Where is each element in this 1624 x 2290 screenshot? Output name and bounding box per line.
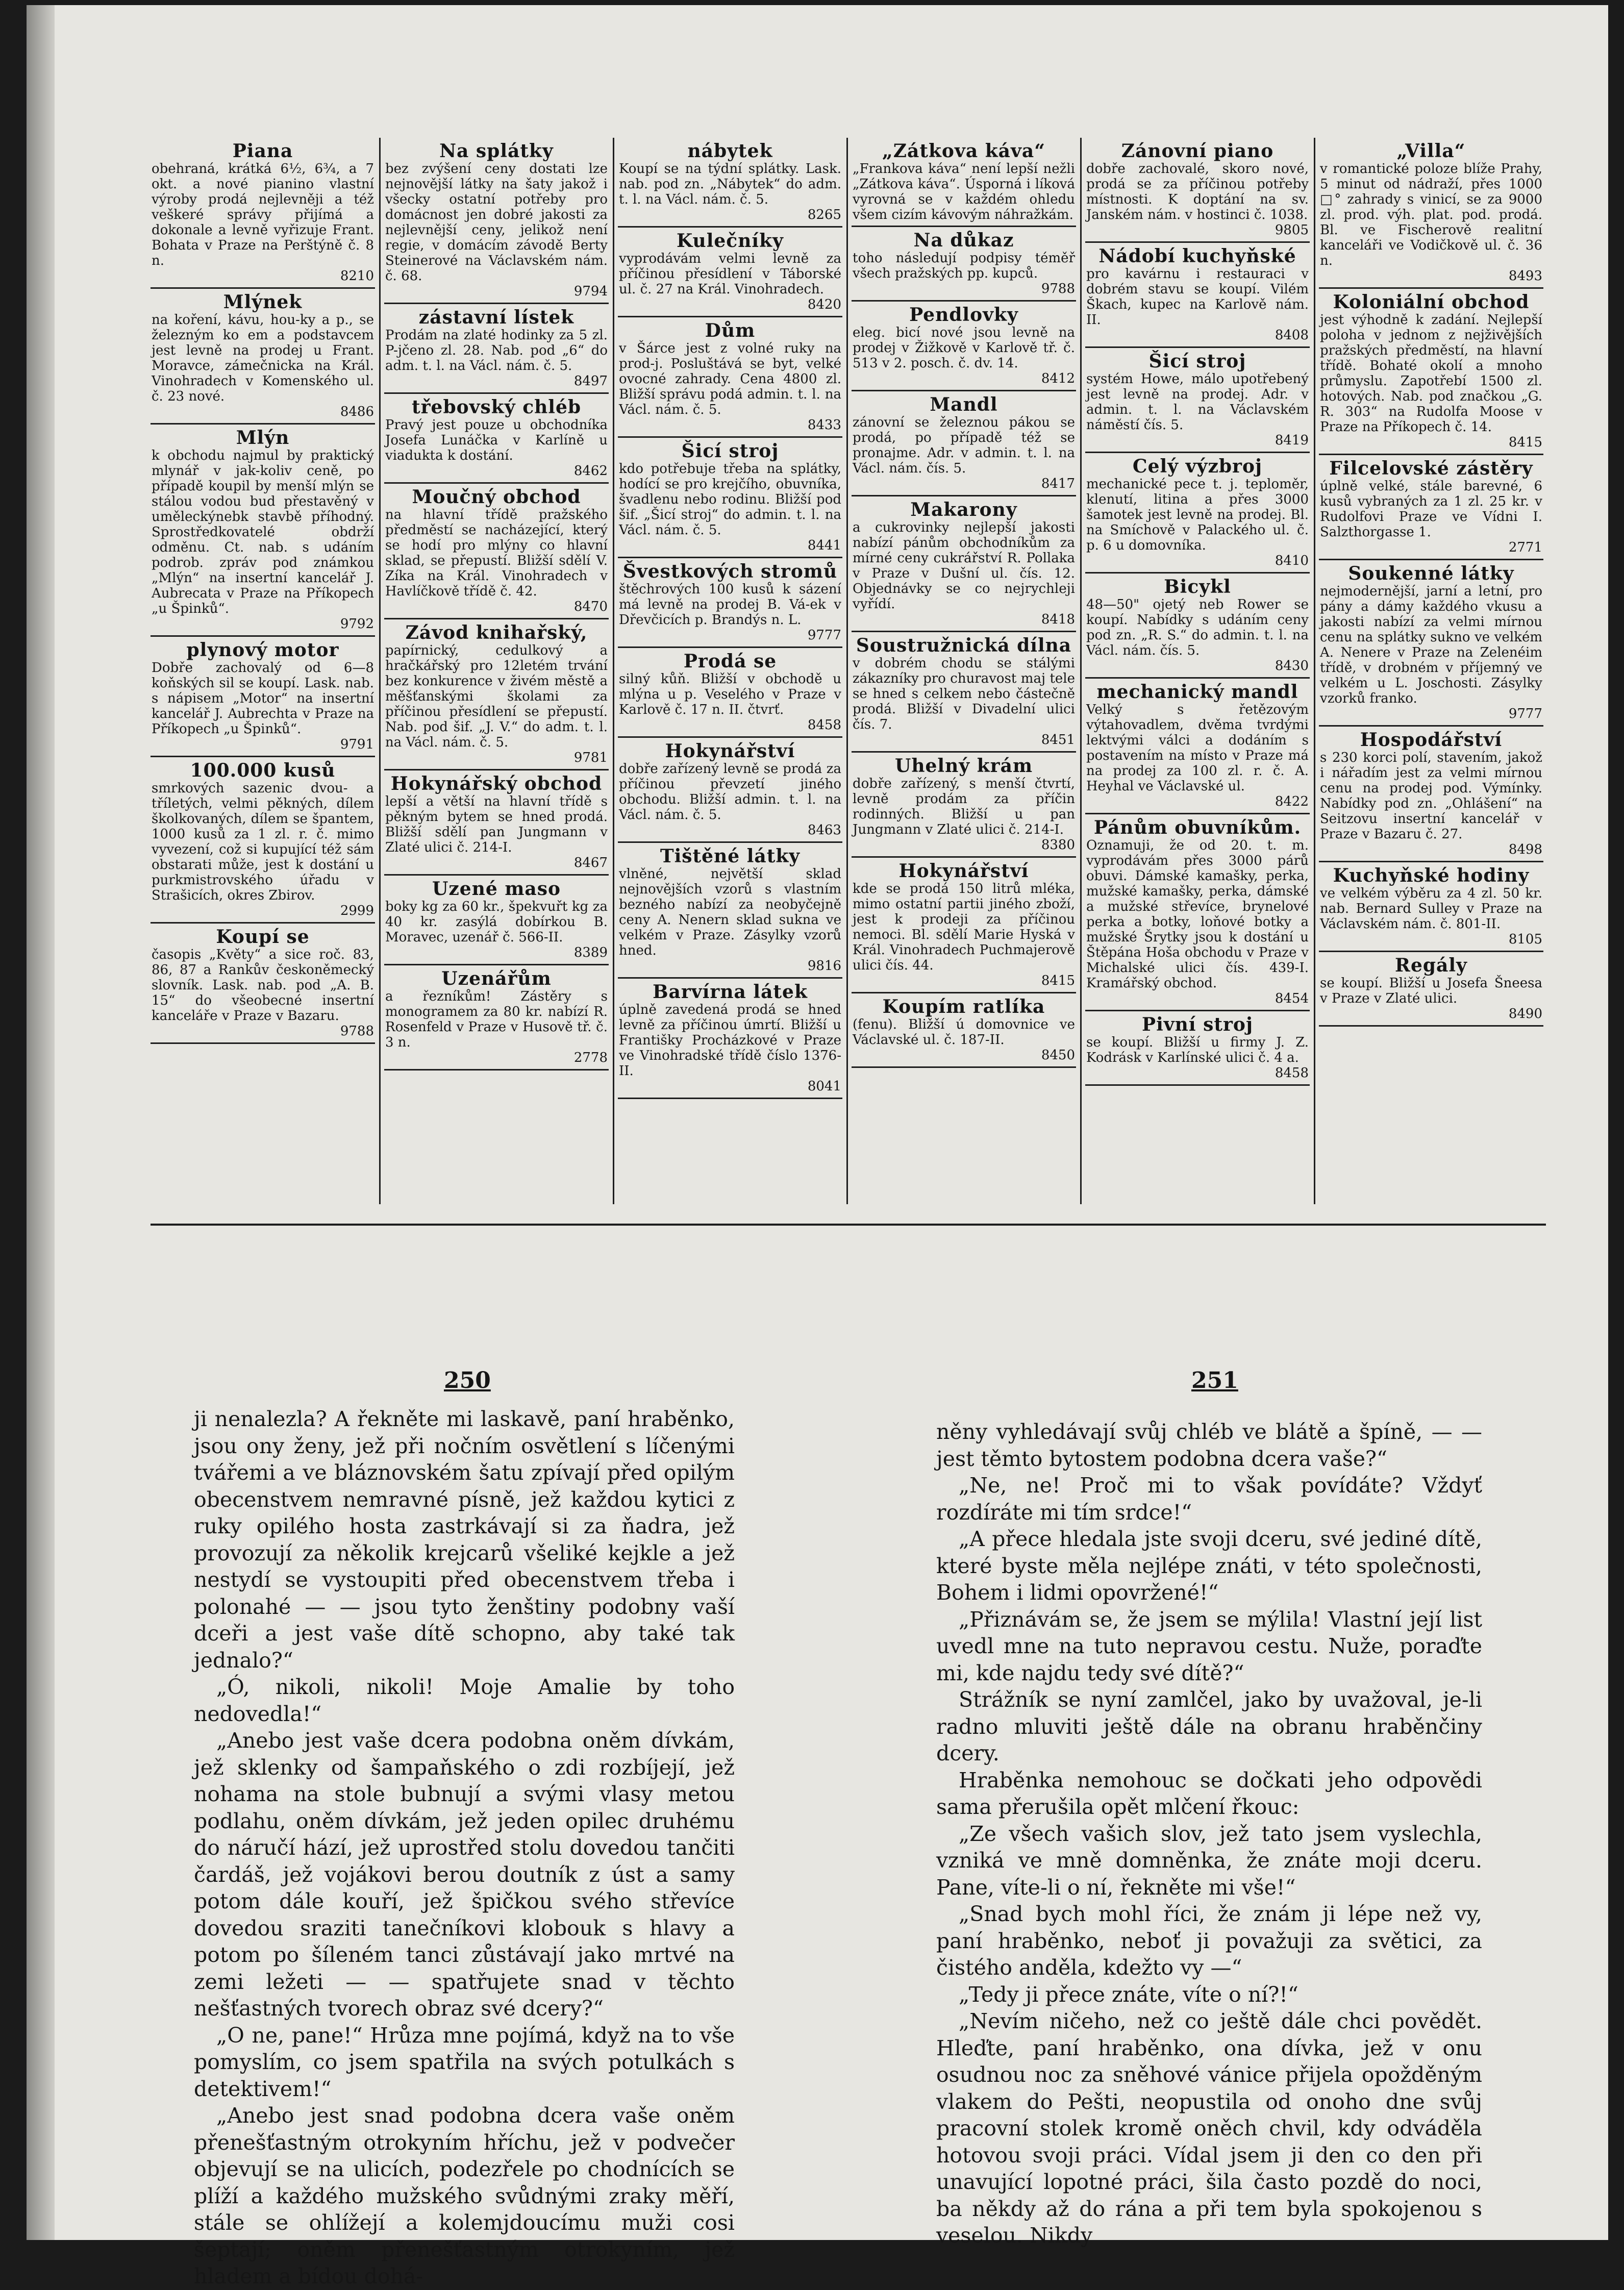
right-page-number: 251 (1191, 1367, 1238, 1393)
ad-body: úplně zavedená prodá se hned levně za příčinou úmrtí. Bližší u Františky Procházkové v Praze ve Vinohradské třídě číslo 1376-II. (619, 1002, 841, 1079)
ad-heading: Hospodářství (1360, 729, 1503, 751)
classified-ad (852, 632, 1076, 753)
paragraph: „Ze všech vašich slov, jež tato jsem vyslechla, vzniká ve mně domněnka, že znáte moji dceru. Pane, víte-li o ní, řekněte mi vše!“ (936, 1821, 1482, 1900)
ad-heading: Barvírna látek (653, 981, 808, 1003)
ad-body: s 230 korci polí, stavením, jakož i nářadím jest za velmi mírnou cenu na prodej pod. Výmínky. Nabídky pod zn. „Ohlášení“ na Seitzovu insertní kancelář v Praze v Bazaru č. 27. (1320, 750, 1542, 842)
ad-number: 9792 (340, 616, 374, 632)
ad-number: 8415 (1508, 435, 1542, 450)
ad-heading: Pendlovky (909, 304, 1018, 326)
ad-body: v dobrém chodu se stálými zákazníky pro churavost maj tele se hned s celkem nebo částečně prodá. Bližší v Divadelní ulici čís. 7. (853, 656, 1075, 732)
classified-ad (1085, 138, 1310, 243)
ad-heading: Šicí stroj (681, 440, 779, 462)
classified-ad (384, 619, 609, 770)
ad-number: 9791 (340, 737, 374, 752)
ad-body: časopis „Květy“ a sice roč. 83, 86, 87 a Rankův českoněmecký slovník. Lask. nab. pod „A. B. 15“ do všeobecné insertní kanceláře v Praze v Bazaru. (152, 947, 374, 1024)
ad-body: jest výhodně k zadání. Nejlepší poloha v jednom z nejživějších pražských předměstí, na hlavní třídě. Bohaté okolí a mnoho průmyslu. Zapotřebí 1500 zl. hotových. Nab. pod značkou „G. R. 303“ na Rudolfa Moose v Praze na Příkopech č. 14. (1320, 312, 1542, 435)
ad-heading: Na důkaz (913, 230, 1014, 251)
ad-body: se koupí. Bližší u firmy J. Z. Kodrásk v Karlínské ulici č. 4 a. (1086, 1035, 1309, 1065)
ad-heading: „Villa“ (1396, 140, 1466, 162)
ad-number: 8389 (573, 945, 608, 960)
ad-heading: Na splátky (439, 140, 554, 162)
column-rule (379, 138, 381, 1204)
ad-body: se koupí. Bližší u Josefa Šneesa v Praze v Zlaté ulici. (1320, 976, 1542, 1006)
ad-heading: Kulečníky (677, 230, 784, 252)
ad-number: 8105 (1508, 932, 1542, 947)
classified-ad (384, 484, 609, 619)
ad-heading: Hokynářství (898, 860, 1029, 882)
ad-body: toho následují podpisy téměř všech pražských pp. kupců. (853, 251, 1075, 281)
paragraph: „Anebo jest snad podobna dcera vaše oněm přenešťastným otrokyním hříchu, jež v podvečer objevují se na ulicích, podezřele po chodnících se plíží a každého mužského svůdnými zraky měří, stále se ohlížejí a kolemjdoucímu muži cosi šeptají; oněm přenešťastným otrokyním, jež hladem a bídou dohá- (194, 2103, 735, 2288)
ad-heading: Mandl (930, 394, 998, 415)
ad-body: Dobře zachovalý od 6—8 koňských sil se koupí. Lask. nab. s nápisem „Motor“ na insertní kancelář J. Aubrechta v Praze na Příkopech „u Špinků“. (152, 660, 374, 737)
classified-ad (384, 876, 609, 965)
ad-body: papírnický, cedulkový a hračkářský pro 12letém trvání bez konkurence v živém městě a měšťanskými školami za příčinou přesídlení se přepustí. Nab. pod šif. „J. V.“ do adm. t. l. na Václ. nám. č. 5. (385, 643, 608, 750)
ad-heading: Uzenářům (441, 968, 552, 989)
ad-body: eleg. bicí nové jsou levně na prodej v Žižkově v Karlově tř. č. 513 v 2. posch. č. dv. 14. (853, 325, 1075, 371)
ad-body: na koření, kávu, hou-ky a p., se železným ko em a podstavcem jest levně na prodej u Frant. Moravce, zámečnicka na Král. Vinohradech v Komenského ul. č. 23 nové. (152, 312, 374, 404)
ad-heading: Regály (1395, 955, 1467, 976)
classified-ad (151, 637, 375, 757)
ad-body: vyprodávám velmi levně za příčinou přesídlení v Táborské ul. č. 27 na Král. Vinohradech. (619, 251, 841, 297)
classified-ad (1319, 727, 1543, 862)
classified-ad (1319, 560, 1543, 727)
ad-heading: Moučný obchod (412, 486, 581, 508)
ad-body: bez zvýšení ceny dostati lze nejnovější látky na šaty jakož i všecky ostatní potřeby pro domácnost jen dobré jakosti za nejlevnější ceny, jelikož není regie, v domácím závodě Berty Steinerové na Václavském nám. č. 68. (385, 161, 608, 284)
ad-body: Pravý jest pouze u obchodníka Josefa Lunáčka v Karlíně u viadukta k dostání. (385, 417, 608, 463)
ad-body: dobře zařízený, s menší čtvrtí, levně prodám za příčin rodinných. Bližší u pan Jungmann v Zlaté ulici č. 214-I. (853, 776, 1075, 837)
ad-heading: Koupí se (216, 926, 310, 948)
ad-heading: třebovský chléb (411, 396, 582, 418)
classified-ad (618, 138, 842, 228)
ad-heading: Hokynářství (665, 740, 795, 762)
ad-body: Prodám na zlaté hodinky za 5 zl. P-jčeno zl. 28. Nab. pod „6“ do adm. t. l. na Václ. nám. č. 5. (385, 328, 608, 374)
ad-number: 8422 (1275, 794, 1309, 809)
ad-number: 8458 (807, 717, 841, 733)
ads-column-2 (384, 138, 609, 1219)
ad-heading: „Zátkova káva“ (882, 140, 1045, 162)
ad-number: 9788 (1041, 281, 1075, 296)
classified-ad (384, 965, 609, 1071)
ad-heading: Bicykl (1164, 576, 1231, 598)
ad-body: „Frankova káva“ není lepší nežli „Zátkova káva“. Úsporná i líková vyrovná se v každém ohledu všem cizím kávovým náhražkám. (853, 161, 1075, 222)
paragraph: „Anebo jest vaše dcera podobna oněm dívkám, jež sklenky od šampaňského o zdi rozbíjejí, jež nohama na stole bubnují a svými vlasy metou podlahu, oněm dívkám, jež jeden opilec druhému do náručí hází, jež uprostřed stolu dovedou tančiti čardáš, jež vojákovi berou doutník z úst a samy potom dále kouří, jež špičkou svého střevíce dovedou sraziti tanečníkovi klobouk s hlavy a potom po šíleném tanci zůstávají jako mrtvé na zemi ležeti — — spatřujete snad v těchto nešťastných tvorech obraz své dcery?“ (194, 1728, 735, 2021)
ad-number: 9805 (1275, 222, 1309, 238)
classified-ad (852, 227, 1076, 302)
ad-number: 8498 (1508, 842, 1542, 857)
ad-heading: Soukenné látky (1348, 563, 1514, 584)
ad-number: 8467 (573, 855, 608, 870)
ad-heading: Makarony (910, 499, 1017, 520)
column-rule (1314, 138, 1315, 1204)
paragraph: „Ne, ne! Proč mi to však povídáte? Vždyť rozdíráte mi tím srdce!“ (936, 1473, 1482, 1525)
ad-heading: Koloniální obchod (1333, 291, 1530, 313)
ad-heading: Mlýnek (223, 291, 303, 313)
ad-heading: Tištěné látky (660, 845, 801, 867)
ad-body: dobře zachovalé, skoro nové, prodá se za příčinou potřeby místnosti. K doptání na sv. Janském nám. v hostinci č. 1038. (1086, 161, 1309, 222)
classified-ad (151, 757, 375, 924)
classified-ad (618, 438, 842, 558)
paragraph: něny vyhledávají svůj chléb ve blátě a špíně, — — jest těmto bytostem podobna dcera vaše?“ (936, 1420, 1482, 1471)
ad-body: kde se prodá 150 litrů mléka, mimo ostatní partii jiného zboží, jest k prodeji za příčinou nemoci. Bl. sdělí Marie Hyská v Král. Vinohradech Puchmajerově ulici čís. 44. (853, 881, 1075, 973)
ad-number: 2771 (1508, 540, 1542, 555)
paragraph: „A přece hledala jste svoji dceru, své jediné dítě, které byste měla nejlépe znáti, v této společnosti, Bohem i lidmi opovržené!“ (936, 1527, 1482, 1605)
classified-ad (1085, 453, 1310, 574)
ad-heading: Piana (232, 140, 293, 162)
ad-heading: Dům (705, 320, 756, 341)
ads-column-1 (151, 138, 375, 1219)
ad-heading: Kuchyňské hodiny (1333, 865, 1530, 886)
paragraph: Strážník se nyní zamlčel, jako by uvažoval, je-li radno mluviti ještě dále na obranu hraběnčiny dcery. (936, 1687, 1482, 1765)
ad-number: 8430 (1275, 658, 1309, 674)
classified-ads-section (151, 138, 1546, 1230)
ad-number: 8441 (807, 538, 841, 553)
classified-ad (384, 770, 609, 876)
ad-body: systém Howe, málo upotřebený jest levně na prodej. Adr. v admin. t. l. na Václavském náměstí čís. 5. (1086, 371, 1309, 433)
ad-number: 2778 (573, 1050, 608, 1065)
classified-ad (618, 979, 842, 1099)
ad-heading: Filcelovské zástěry (1329, 458, 1533, 479)
classified-ad (852, 302, 1076, 391)
ads-column-3 (618, 138, 842, 1219)
left-page-number: 250 (444, 1367, 491, 1393)
ad-heading: Uzené maso (432, 878, 561, 900)
ad-number: 8418 (1041, 612, 1075, 627)
ad-number: 9794 (573, 284, 608, 299)
classified-ad (852, 496, 1076, 632)
classified-ad (1319, 289, 1543, 455)
ad-heading: 100.000 kusů (190, 760, 336, 781)
ad-number: 8041 (807, 1079, 841, 1094)
ad-number: 8412 (1041, 371, 1075, 386)
ad-heading: zástavní lístek (418, 307, 574, 328)
column-rule (1080, 138, 1082, 1204)
ad-number: 8410 (1275, 553, 1309, 568)
ad-number: 2999 (340, 903, 374, 918)
paragraph: „Snad bych mohl říci, že znám ji lépe než vy, paní hraběnko, neboť ji považuji za světici, za čistého anděla, kdežto vy —“ (936, 1902, 1482, 1980)
classified-ad (1085, 348, 1310, 453)
ad-number: 8454 (1275, 991, 1309, 1006)
ad-heading: Pivní stroj (1142, 1014, 1253, 1035)
classified-ad (618, 228, 842, 317)
ad-body: dobře zařízený levně se prodá za příčinou převzetí jiného obchodu. Bližší admin. t. l. na Václ. nám. č. 5. (619, 761, 841, 823)
ad-body: vlněné, největší sklad nejnovějších vzorů s vlastním bezného nabízí za neobyčejně ceny A. Nenern sklad sukna ve velkém v Praze. Zásylky vzorů hned. (619, 866, 841, 958)
ad-number: 9781 (573, 750, 608, 765)
classified-ad (151, 924, 375, 1044)
ad-number: 8470 (573, 599, 608, 614)
ad-number: 8451 (1041, 732, 1075, 748)
ad-heading: Švestkových stromů (622, 561, 838, 582)
ad-heading: Šicí stroj (1148, 351, 1246, 372)
ad-heading: plynový motor (186, 639, 339, 661)
paragraph: „Ó, nikoli, nikoli! Moje Amalie by toho nedovedla!“ (194, 1675, 735, 1726)
ad-number: 8493 (1508, 268, 1542, 284)
classified-ad (618, 738, 842, 843)
classified-ad (1319, 138, 1543, 289)
ad-heading: Nádobí kuchyňské (1098, 245, 1296, 267)
ad-body: ve velkém výběru za 4 zl. 50 kr. nab. Bernard Sulley v Praze na Václavském nám. č. 801-II. (1320, 886, 1542, 932)
classified-ad (852, 391, 1076, 496)
classified-ad (618, 843, 842, 979)
ad-body: 48—50" ojetý neb Rower se koupí. Nabídky s udáním ceny pod zn. „R. S.“ do admin. t. l. na Václ. nám. čís. 5. (1086, 597, 1309, 658)
ad-heading: Pánům obuvníkům. (1093, 817, 1302, 838)
ad-body: a cukrovinky nejlepší jakosti nabízí pánům obchodníkům za mírné ceny cukrářství R. Pollaka v Praze v Dušní ul. čís. 12. Objednávky se co nejrychleji vyřídí. (853, 520, 1075, 612)
ads-column-4 (852, 138, 1076, 1219)
paragraph: Hraběnka nemohouc se dočkati jeho odpovědi sama přerušila opět mlčení řkouc: (936, 1768, 1482, 1819)
classified-ad (618, 648, 842, 738)
ad-heading: Uhelný krám (894, 755, 1033, 777)
ad-body: obehraná, krátká 6½, 6¾, a 7 okt. a nové pianino vlastní výroby prodá nejlevněji a též veškeré správy přijímá a dokonale a levně vyřizuje Frant. Bohata v Praze na Perštýně č. 8 n. (152, 161, 374, 268)
classified-ad (1319, 952, 1543, 1027)
ad-heading: Koupím ratlíka (882, 996, 1045, 1017)
ad-body: v Šárce jest z volné ruky na prod-j. Posluštává se byt, velké ovocné zahrady. Cena 4800 zl. Bližší správu podá admin. t. l. na Václ. nám. č. 5. (619, 341, 841, 417)
classified-ad (1085, 243, 1310, 348)
ad-body: a řezníkům! Zástěry s monogramem za 80 kr. nabízí R. Rosenfeld v Praze v Husově tř. č. 3 n. (385, 989, 608, 1050)
classified-ad (618, 317, 842, 438)
binding-gutter (27, 5, 55, 2240)
ad-heading: nábytek (687, 140, 773, 162)
ad-body: Oznamuji, že od 20. t. m. vyprodávám přes 3000 párů obuvi. Dámské kamašky, perka, mužské kamašky, perka, dámské a mužské střevíce, brynelové perka a botky, loňové botky a mužské Šrytky jsou k dostání u Štěpána Hoša obchodu v Praze v Michalské ulici čís. 439-I. Kramářský obchod. (1086, 838, 1309, 991)
ad-heading: Mlýn (236, 427, 290, 449)
ad-body: štěchrových 100 kusů k sázení má levně na prodej B. Vá-ek v Dřevčicích p. Brandýs n. L. (619, 582, 841, 628)
ad-body: smrkových sazenic dvou- a tříletých, velmi pěkných, dílem školkovaných, dílem se špantem, 1000 kusů za 1 zl. r. č. mimo vyvezení, což si kupující též sám obstarati může, jest k dostání u purkmistrovského úřadu v Strašicích, okres Zbirov. (152, 781, 374, 903)
ad-number: 8497 (573, 374, 608, 389)
ad-number: 8210 (340, 268, 374, 284)
paragraph: „Tedy ji přece znáte, víte o ní?!“ (959, 1982, 1298, 2007)
ad-number: 8463 (807, 823, 841, 838)
classified-ad (384, 304, 609, 394)
ad-number: 8417 (1041, 476, 1075, 491)
ad-number: 8380 (1041, 837, 1075, 853)
ad-body: Velký s řetězovým výtahovadlem, dvěma tvrdými lektvými válci a dodáním s postavením na místo v Praze má na prodej za 100 zl. r. č. A. Heyhal ve Václavské ul. (1086, 702, 1309, 794)
ad-number: 9777 (807, 628, 841, 643)
classified-ad (852, 753, 1076, 858)
classified-ad (151, 289, 375, 425)
ad-body: na hlavní třídě pražského předměstí se nacházející, který se hodí pro mlýny co hlavní sklad, se přepustí. Bližší sdělí V. Zíka na Král. Vinohradech v Havlíčkově třídě č. 42. (385, 507, 608, 599)
ad-number: 8420 (807, 297, 841, 312)
ad-body: mechanické pece t. j. teploměr, klenutí, litina a přes 3000 šamotek jest levně na prodej. Bl. na Smíchově v Palackého ul. č. p. 6 u domovníka. (1086, 477, 1309, 553)
left-page-text (194, 1406, 735, 2290)
section-divider (151, 1224, 1546, 1226)
paragraph: „O ne, pane!“ Hrůza mne pojímá, když na to vše pomyslím, co jsem spatřila na svých potulkách s detektivem!“ (194, 2023, 735, 2101)
ad-body: v romantické poloze blíže Prahy, 5 minut od nádraží, přes 1000 □° zahrady s vinicí, se za 9000 zl. prod. výh. plat. pod. prodá. Bl. ve Fischerově realitní kanceláři ve Vodičkově ul. č. 36 n. (1320, 161, 1542, 268)
ad-number: 8265 (807, 207, 841, 222)
classified-ad (852, 138, 1076, 227)
ad-body: kdo potřebuje třeba na splátky, hodící se pro krejčího, obuvníka, švadlenu nebo rodinu. Bližší pod šif. „Šicí stroj“ do admin. t. l. na Václ. nám. č. 5. (619, 461, 841, 538)
paragraph: „Nevím ničeho, než co ještě dále chci povědět. Hleďte, paní hraběnko, ona dívka, jež v onu osudnou noc za sněhové vánice přijela opožděným vlakem do Pešti, neopustila od onoho dne svůj pracovní stolek kromě oněch chvil, kdy odváděla hotovou svoji práci. Vídal jsem ji den co den při unavující lopotné práci, šila často pozdě do noci, ba někdy až do rána a při tem byla spokojenou s veselou. Nikdy (936, 2009, 1482, 2248)
ad-number: 9777 (1508, 706, 1542, 721)
ad-number: 8433 (807, 417, 841, 433)
classified-ad (618, 558, 842, 648)
ad-heading: Hokynářský obchod (390, 773, 603, 794)
ad-body: úplně velké, stále barevné, 6 kusů vybraných za 1 zl. 25 kr. v Rudolfovi Praze ve Vídni I. Salzthorgasse 1. (1320, 479, 1542, 540)
ad-body: boky kg za 60 kr., špekvuřt kg za 40 kr. zasýlá dobírkou B. Moravec, uzenář č. 566-II. (385, 899, 608, 945)
ad-number: 8486 (340, 404, 374, 419)
ad-body: pro kavárnu i restauraci v dobrém stavu se koupí. Vilém Škach, kupec na Karlově nám. II. (1086, 266, 1309, 328)
classified-ad (1319, 862, 1543, 952)
classified-ad (1319, 455, 1543, 560)
classified-ad (384, 394, 609, 484)
paragraph: „Přiznávám se, že jsem se mýlila! Vlastní její list uvedl mne na tuto nepravou cestu. Nuže, poraďte mi, kde najdu tedy své dítě?“ (936, 1607, 1482, 1685)
ad-heading: Prodá se (683, 651, 777, 672)
ad-number: 9816 (807, 958, 841, 974)
ad-body: zánovní se železnou pákou se prodá, po případě též se pronajme. Adr. v admin. t. l. na Václ. nám. čís. 5. (853, 415, 1075, 476)
ad-number: 8458 (1275, 1065, 1309, 1081)
ad-heading: Celý výzbroj (1132, 456, 1263, 477)
ad-body: nejmodernější, jarní a letní, pro pány a dámy každého vkusu a jakosti nabízí za velmi mírnou cenu na splátky sukno ve velkém A. Nenere v Praze na Zelenéim třídě, v drobném v příjemný ve velkém u L. Joschosti. Zásylky vzorků franko. (1320, 584, 1542, 706)
classified-ad (384, 138, 609, 304)
ad-number: 8415 (1041, 973, 1075, 988)
ad-number: 8490 (1508, 1006, 1542, 1022)
column-rule (846, 138, 848, 1204)
ad-number: 9788 (340, 1024, 374, 1039)
classified-ad (852, 858, 1076, 993)
right-page-text (936, 1418, 1482, 2249)
ads-column-5 (1085, 138, 1310, 1219)
ad-body: Koupí se na týdní splátky. Lask. nab. pod zn. „Nábytek“ do adm. t. l. na Václ. nám. č. 5. (619, 161, 841, 207)
column-rule (613, 138, 614, 1204)
ad-body: (fenu). Bližší ú domovnice ve Václavské ul. č. 187-II. (853, 1017, 1075, 1048)
ad-body: lepší a větší na hlavní třídě s pěkným bytem se hned prodá. Bližší sdělí pan Jungmann v Zlaté ulici č. 214-I. (385, 794, 608, 855)
classified-ad (1085, 1011, 1310, 1086)
classified-ad (852, 993, 1076, 1068)
classified-ad (1085, 814, 1310, 1011)
ad-number: 8462 (573, 463, 608, 479)
ad-heading: Závod knihařský, (405, 622, 588, 643)
ad-body: silný kůň. Bližší v obchodě u mlýna u p. Veselého v Praze v Karlově č. 17 n. II. čtvrť. (619, 671, 841, 717)
ad-heading: Soustružnická dílna (856, 635, 1072, 656)
classified-ad (151, 425, 375, 637)
ad-number: 8419 (1275, 433, 1309, 448)
classified-ad (1085, 574, 1310, 679)
ad-number: 8450 (1041, 1048, 1075, 1063)
classified-ad (1085, 679, 1310, 814)
classified-ad (151, 138, 375, 289)
ad-heading: mechanický mandl (1096, 681, 1298, 703)
ad-body: k obchodu najmul by praktický mlynář v jak-koliv ceně, po případě koupil by menší mlýn se stálou vodou bud přestavěný v uměleckýnebk stavbě příhodný. Sprostředkovatelé obdrží odměnu. Ct. nab. s udáním podrob. zpráv pod známkou „Mlýn“ na insertní kancelář J. Aubrecata v Praze na Příkopech „u Špinků“. (152, 448, 374, 616)
ads-column-6 (1319, 138, 1543, 1219)
paragraph: ji nenalezla? A řekněte mi laskavě, paní hraběnko, jsou ony ženy, jež při nočním osvětlení s líčenými tvářemi a ve bláznovském šatu zpívají před opilým obecenstvem nemravné písně, jež každou kytici z ruky opilého hosta zastrkávají si za ňadra, jež provozují za několik krejcarů všeliké kejkle a jež nestydí se vystoupiti před obecenstvem třeba i polonahé — — jsou tyto ženštiny podobny vaší dceři a jest vaše dítě schopno, aby také tak jednalo?“ (194, 1407, 735, 1673)
ad-heading: Zánovní piano (1121, 140, 1274, 162)
ad-number: 8408 (1275, 328, 1309, 343)
